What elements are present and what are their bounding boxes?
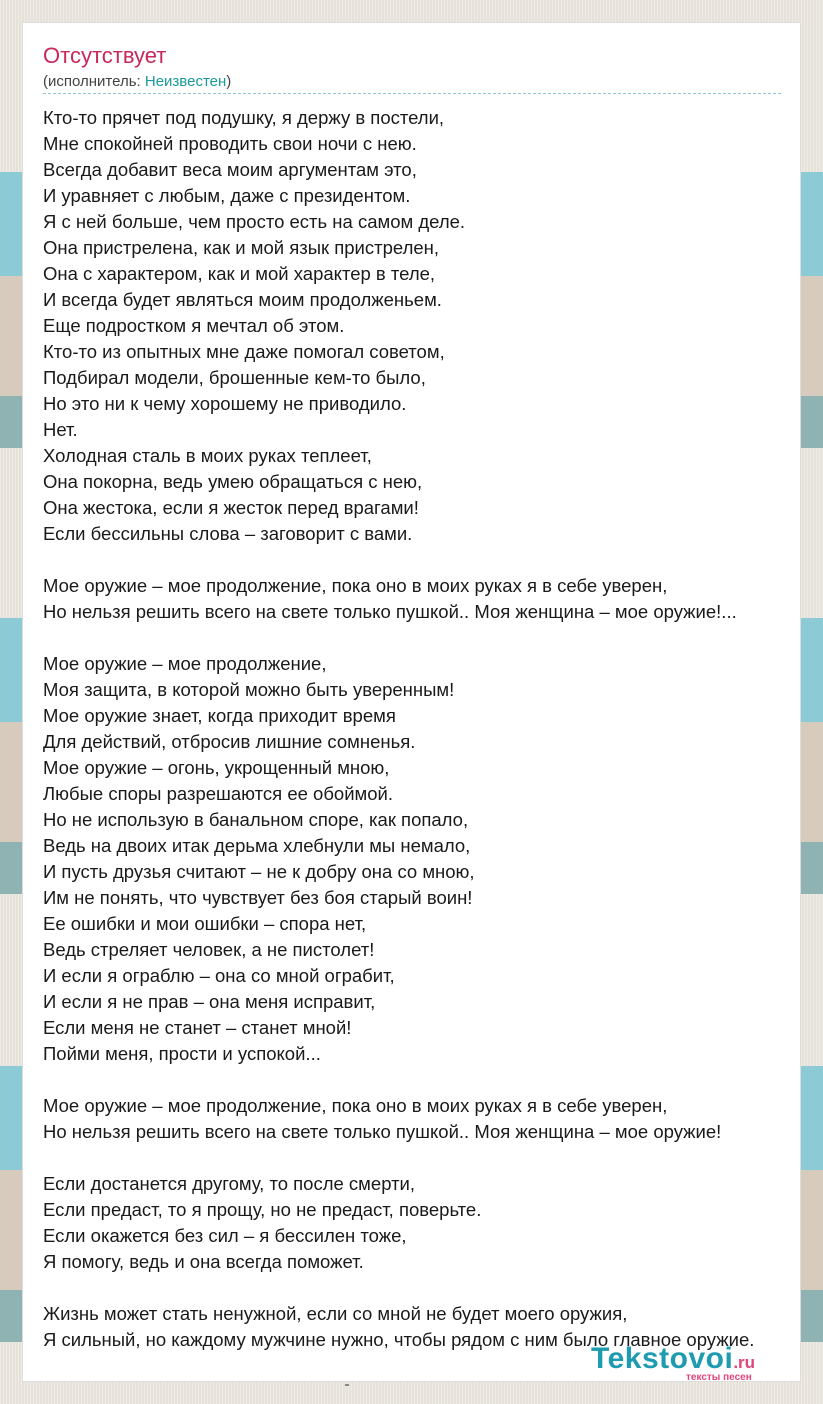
lyric-line: Если достанется другому, то после смерти, [43, 1173, 416, 1194]
lyric-line: И уравняет с любым, даже с президентом. [43, 185, 411, 206]
lyric-line: Жизнь может стать ненужной, если со мной не будет моего оружия, [43, 1303, 628, 1324]
lyric-line: Ведь на двоих итак дерьма хлебнули мы немало, [43, 835, 471, 856]
lyric-line: Ее ошибки и мои ошибки – спора нет, [43, 913, 367, 934]
logo-tagline: тексты песен [686, 1372, 752, 1383]
performer-link[interactable]: Неизвестен [144, 73, 227, 90]
lyric-line [43, 1067, 754, 1093]
lyric-line: И всегда будет являться моим продолженьем. [43, 289, 442, 310]
lyric-line: Но не использую в банальном споре, как попало, [43, 809, 469, 830]
lyric-line: Ведь стреляет человек, а не пистолет! [43, 939, 375, 960]
lyric-line: Мне спокойней проводить свои ночи с нею. [43, 133, 417, 154]
lyric-line: Я с ней больше, чем просто есть на самом деле. [43, 211, 466, 232]
lyric-line: Еще подростком я мечтал об этом. [43, 315, 345, 336]
lyric-line: Мое оружие – мое продолжение, пока оно в моих руках я в себе уверен, [43, 1095, 668, 1116]
lyric-line: Мое оружие – огонь, укрощенный мною, [43, 757, 390, 778]
title-divider [43, 93, 781, 94]
lyric-line [43, 1275, 754, 1301]
logo-domain-text: .ru [733, 1353, 756, 1372]
lyric-line: Она жестока, если я жесток перед врагами! [43, 497, 419, 518]
lyric-line: Им не понять, что чувствует без боя старый воин! [43, 887, 473, 908]
lyrics-card [22, 22, 801, 1382]
performer-suffix: ) [226, 73, 232, 90]
lyric-line: Кто-то прячет под подушку, я держу в постели, [43, 107, 445, 128]
lyric-line: И если я ограблю – она со мной ограбит, [43, 965, 395, 986]
lyric-line: Подбирал модели, брошенные кем-то было, [43, 367, 426, 388]
performer-prefix: (исполнитель: [43, 73, 145, 90]
lyric-line: Всегда добавит веса моим аргументам это, [43, 159, 417, 180]
lyric-line: Мое оружие – мое продолжение, пока оно в моих руках я в себе уверен, [43, 575, 668, 596]
lyric-line: Но нельзя решить всего на свете только пушкой.. Моя женщина – мое оружие! [43, 1121, 722, 1142]
song-title: Отсутствует [43, 43, 167, 68]
lyric-line: Любые споры разрешаются ее обоймой. [43, 783, 394, 804]
logo-main-text: Tekstovoi [591, 1342, 734, 1375]
lyric-line: Мое оружие – мое продолжение, [43, 653, 327, 674]
lyric-line: Пойми меня, прости и успокой... [43, 1043, 321, 1064]
lyric-line [43, 625, 754, 651]
lyric-line: Если бессильны слова – заговорит с вами. [43, 523, 413, 544]
performer-line [43, 73, 231, 91]
lyric-line: Моя защита, в которой можно быть уверенным! [43, 679, 455, 700]
lyric-line: Если предаст, то я прощу, но не предаст, поверьте. [43, 1199, 482, 1220]
lyric-line: Но это ни к чему хорошему не приводило. [43, 393, 407, 414]
lyric-line: И пусть друзья считают – не к добру она со мною, [43, 861, 475, 882]
lyric-line: И если я не прав – она меня исправит, [43, 991, 376, 1012]
lyric-line [43, 547, 754, 573]
lyric-line [43, 1145, 754, 1171]
lyric-line: Мое оружие знает, когда приходит время [43, 705, 396, 726]
tekstovoi-logo[interactable] [591, 1342, 756, 1383]
lyric-line: Холодная сталь в моих руках теплеет, [43, 445, 372, 466]
bottom-mark [345, 1384, 349, 1386]
lyric-line: Она покорна, ведь умею обращаться с нею, [43, 471, 423, 492]
lyric-line: Она пристрелена, как и мой язык пристрелен, [43, 237, 440, 258]
lyric-line: Я сильный, но каждому мужчине нужно, чтобы рядом с ним было главное оружие. [43, 1329, 755, 1350]
lyric-line: Нет. [43, 419, 78, 440]
lyric-line: Она с характером, как и мой характер в теле, [43, 263, 436, 284]
lyric-line: Для действий, отбросив лишние сомненья. [43, 731, 416, 752]
lyric-line: Я помогу, ведь и она всегда поможет. [43, 1251, 364, 1272]
lyric-line: Но нельзя решить всего на свете только пушкой.. Моя женщина – мое оружие!... [43, 601, 737, 622]
lyric-line: Если окажется без сил – я бессилен тоже, [43, 1225, 407, 1246]
lyric-line: Если меня не станет – станет мной! [43, 1017, 352, 1038]
lyrics-text [43, 105, 754, 1353]
lyric-line: Кто-то из опытных мне даже помогал советом, [43, 341, 445, 362]
